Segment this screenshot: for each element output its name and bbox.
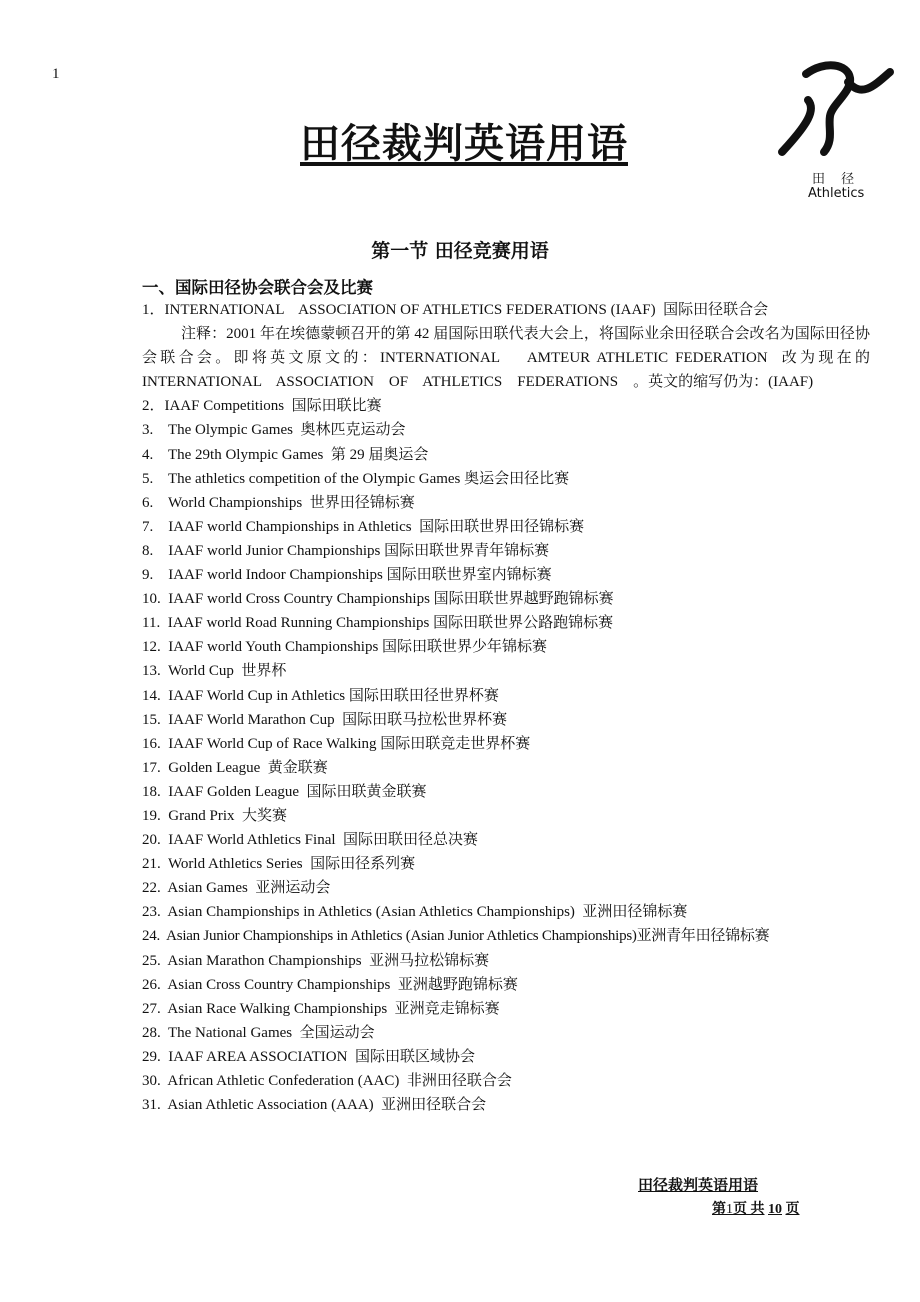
list-item: 12. IAAF world Youth Championships 国际田联世界少年锦标赛 [142,639,548,656]
runner-icon [770,60,900,165]
logo-chinese-text: 田 径 [812,172,861,187]
list-item: 7. IAAF world Championships in Athletics 国际田联世界田径锦标赛 [142,518,585,535]
document-body [142,298,885,1117]
list-item: 2．IAAF Competitions 国际田联比赛 [142,398,382,415]
list-item: 23. Asian Championships in Athletics (Asian Athletics Championships) 亚洲田径锦标赛 [142,904,688,921]
page-middle: 页 共 [733,1202,765,1217]
list-item: 29. IAAF AREA ASSOCIATION 国际田联区域协会 [142,1048,475,1065]
list-item: 5. The athletics competition of the Olympic Games 奥运会田径比赛 [142,470,570,487]
document-title: 田径裁判英语用语 [300,121,628,167]
list-item: 28. The National Games 全国运动会 [142,1024,375,1041]
list-item: 9. IAAF world Indoor Championships 国际田联世界室内锦标赛 [142,567,552,584]
footer-page-indicator [712,1198,800,1218]
list-item: 11. IAAF world Road Running Championships 国际田联世界公路跑锦标赛 [142,615,614,632]
note-paragraph: 注释：2001 年在埃德蒙顿召开的第 42 届国际田联代表大会上，将国际业余田径联合会改名为国际田径协会联合会。即将英文原文的：INTERNATIONAL AMTEUR ATHLETIC FEDERATION 改为现在的 INTERNATIONAL ASSOCIATION OF ATHLETICS FEDERATIONS 。英文的缩写仍为：(IAAF) [142,326,885,391]
list-item: 3. The Olympic Games 奥林匹克运动会 [142,422,406,439]
list-item: 16. IAAF World Cup of Race Walking 国际田联竞走世界杯赛 [142,735,531,752]
athletics-logo [770,60,900,210]
list-item: 24. Asian Junior Championships in Athletics (Asian Junior Athletics Championships)亚洲青年田径锦标赛 [142,928,770,945]
list-item: 4. The 29th Olympic Games 第 29 届奥运会 [142,446,429,463]
total-pages: 10 [768,1202,782,1217]
list-item: 31. Asian Athletic Association (AAA) 亚洲田径联合会 [142,1097,487,1114]
list-item: 30. African Athletic Confederation (AAC) 非洲田径联合会 [142,1073,512,1089]
list-item: 1．INTERNATIONAL ASSOCIATION OF ATHLETICS FEDERATIONS (IAAF) 国际田径联合会 [142,302,769,318]
list-item: 18. IAAF Golden League 国际田联黄金联赛 [142,783,427,800]
list-item: 27. Asian Race Walking Championships 亚洲竞走锦标赛 [142,1000,500,1017]
footer-title: 田径裁判英语用语 [638,1176,759,1194]
list-item: 6. World Championships 世界田径锦标赛 [142,494,415,511]
list-item: 26. Asian Cross Country Championships 亚洲越野跑锦标赛 [142,976,518,993]
list-item: 10. IAAF world Cross Country Championships 国际田联世界越野跑锦标赛 [142,591,614,608]
page-number: 1 [52,66,60,82]
list-item: 8. IAAF world Junior Championships 国际田联世界青年锦标赛 [142,542,550,559]
list-item: 13. World Cup 世界杯 [142,663,287,680]
page-suffix: 页 [785,1202,800,1217]
list-item: 22. Asian Games 亚洲运动会 [142,880,331,897]
list-item: 14. IAAF World Cup in Athletics 国际田联田径世界杯赛 [142,687,499,704]
list-item: 25. Asian Marathon Championships 亚洲马拉松锦标赛 [142,952,490,969]
list-item: 17. Golden League 黄金联赛 [142,759,328,776]
list-item: 15. IAAF World Marathon Cup 国际田联马拉松世界杯赛 [142,711,508,728]
current-page: 1 [726,1202,733,1217]
subsection-title: 一、国际田径协会联合会及比赛 [142,278,373,297]
logo-english-text: Athletics [808,186,865,201]
list-item: 19. Grand Prix 大奖赛 [142,807,287,824]
term-list [142,394,870,1117]
list-item: 20. IAAF World Athletics Final 国际田联田径总决赛 [142,832,479,849]
section-title: 第一节 田径竞赛用语 [371,240,549,262]
list-item: 21. World Athletics Series 国际田径系列赛 [142,856,416,873]
page-prefix: 第 [712,1202,726,1217]
